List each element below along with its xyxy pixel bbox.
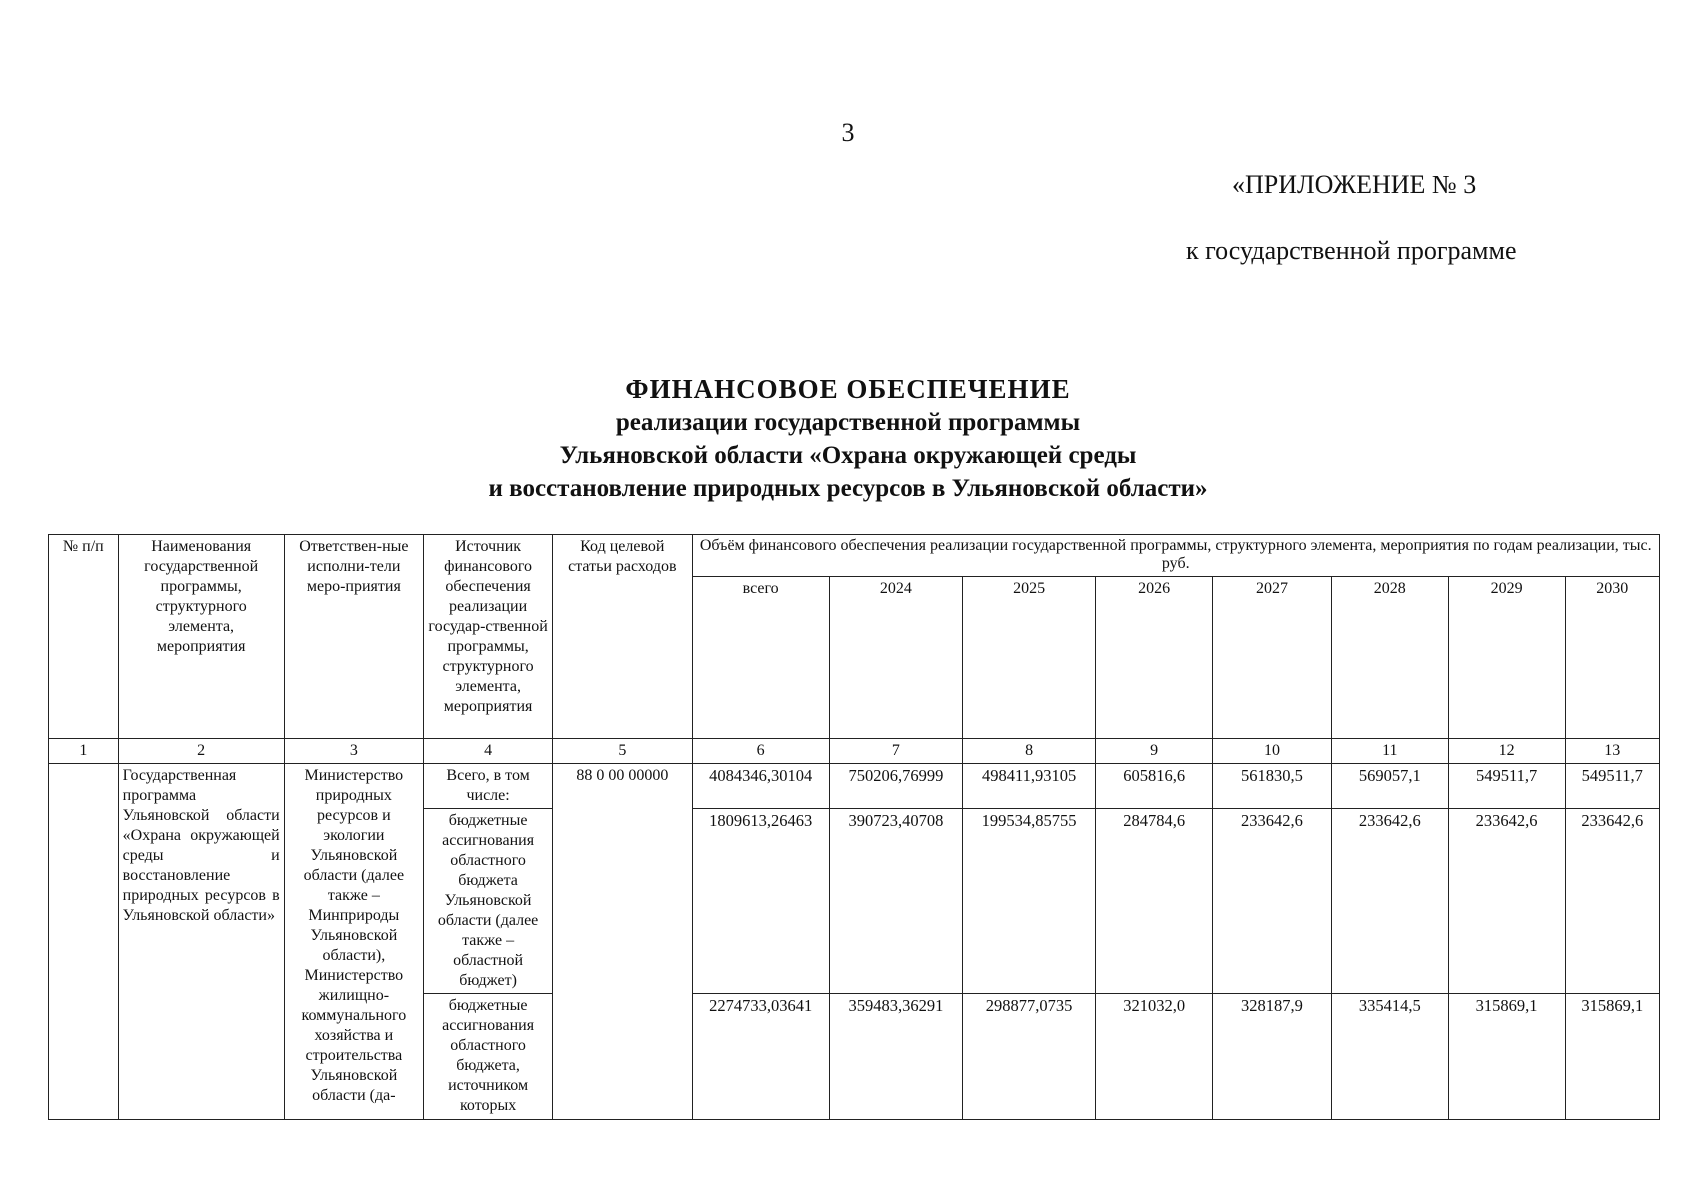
header-name: Наименования государственной программы, структурного элемента, мероприятия — [118, 535, 284, 739]
header-source: Источник финансового обеспечения реализации государ-ственной программы, структурного элемента, мероприятия — [424, 535, 553, 739]
column-number: 13 — [1565, 739, 1659, 764]
column-number: 7 — [829, 739, 962, 764]
value-cell: 233642,6 — [1565, 809, 1659, 994]
column-number: 11 — [1331, 739, 1448, 764]
value-cell: 199534,85755 — [963, 809, 1096, 994]
appendix-title: «ПРИЛОЖЕНИЕ № 3 — [1232, 170, 1477, 199]
title-line-4: и восстановление природных ресурсов в Ульяновской области» — [488, 475, 1208, 502]
program-executors: Министерство природных ресурсов и экологии Ульяновской области (далее также – Минприроды Ульяновской области), Министерство жилищно-коммунального хозяйства и строительства Ульяновской области (да- — [284, 764, 423, 1120]
value-cell: 390723,40708 — [829, 809, 962, 994]
table-row — [49, 764, 1660, 809]
column-number: 4 — [424, 739, 553, 764]
program-number — [49, 764, 119, 1120]
column-numbers-row — [49, 739, 1660, 764]
value-cell: 335414,5 — [1331, 994, 1448, 1120]
title-line-3: Ульяновской области «Охрана окружающей среды — [559, 442, 1137, 469]
value-cell: 561830,5 — [1213, 764, 1332, 809]
value-cell: 569057,1 — [1331, 764, 1448, 809]
column-number: 5 — [553, 739, 692, 764]
value-cell: 233642,6 — [1331, 809, 1448, 994]
title-line-2: реализации государственной программы — [615, 409, 1081, 436]
value-cell: 498411,93105 — [963, 764, 1096, 809]
funding-source: бюджетные ассигнования областного бюджета, источником которых — [424, 994, 553, 1120]
value-cell: 328187,9 — [1213, 994, 1332, 1120]
column-number: 9 — [1096, 739, 1213, 764]
value-cell: 321032,0 — [1096, 994, 1213, 1120]
header-code: Код целевой статьи расходов — [553, 535, 692, 739]
title-line-1: ФИНАНСОВОЕ ОБЕСПЕЧЕНИЕ — [625, 374, 1071, 404]
column-number: 6 — [692, 739, 829, 764]
value-cell: 233642,6 — [1213, 809, 1332, 994]
header-executors: Ответствен-ные исполни-тели меро-приятия — [284, 535, 423, 739]
value-cell: 605816,6 — [1096, 764, 1213, 809]
value-cell: 4084346,30104 — [692, 764, 829, 809]
value-cell: 750206,76999 — [829, 764, 962, 809]
header-year: 2029 — [1448, 577, 1565, 739]
column-number: 10 — [1213, 739, 1332, 764]
appendix-subtitle: к государственной программе — [1186, 236, 1517, 265]
header-number: № п/п — [49, 535, 119, 739]
header-year: 2030 — [1565, 577, 1659, 739]
header-year: 2028 — [1331, 577, 1448, 739]
program-code: 88 0 00 00000 — [553, 764, 692, 1120]
page-number: 3 — [841, 118, 855, 147]
program-name: Государственная программа Ульяновской области «Охрана окружающей среды и восстановление природных ресурсов в Ульяновской области» — [118, 764, 284, 1120]
value-cell: 284784,6 — [1096, 809, 1213, 994]
funding-source: бюджетные ассигнования областного бюджета Ульяновской области (далее также – областной бюджет) — [424, 809, 553, 994]
header-year: 2025 — [963, 577, 1096, 739]
value-cell: 549511,7 — [1565, 764, 1659, 809]
value-cell: 2274733,03641 — [692, 994, 829, 1120]
value-cell: 233642,6 — [1448, 809, 1565, 994]
document-title — [0, 372, 1696, 505]
financing-table — [48, 534, 1660, 1120]
header-total: всего — [692, 577, 829, 739]
value-cell: 1809613,26463 — [692, 809, 829, 994]
value-cell: 549511,7 — [1448, 764, 1565, 809]
header-year: 2026 — [1096, 577, 1213, 739]
value-cell: 315869,1 — [1565, 994, 1659, 1120]
column-number: 12 — [1448, 739, 1565, 764]
value-cell: 315869,1 — [1448, 994, 1565, 1120]
column-number: 8 — [963, 739, 1096, 764]
column-number: 3 — [284, 739, 423, 764]
value-cell: 298877,0735 — [963, 994, 1096, 1120]
column-number: 2 — [118, 739, 284, 764]
value-cell: 359483,36291 — [829, 994, 962, 1120]
header-volume-group: Объём финансового обеспечения реализации государственной программы, структурного элемента, мероприятия по годам реализации, тыс. руб. — [692, 535, 1660, 577]
header-year: 2027 — [1213, 577, 1332, 739]
column-number: 1 — [49, 739, 119, 764]
funding-source: Всего, в том числе: — [424, 764, 553, 809]
header-year: 2024 — [829, 577, 962, 739]
